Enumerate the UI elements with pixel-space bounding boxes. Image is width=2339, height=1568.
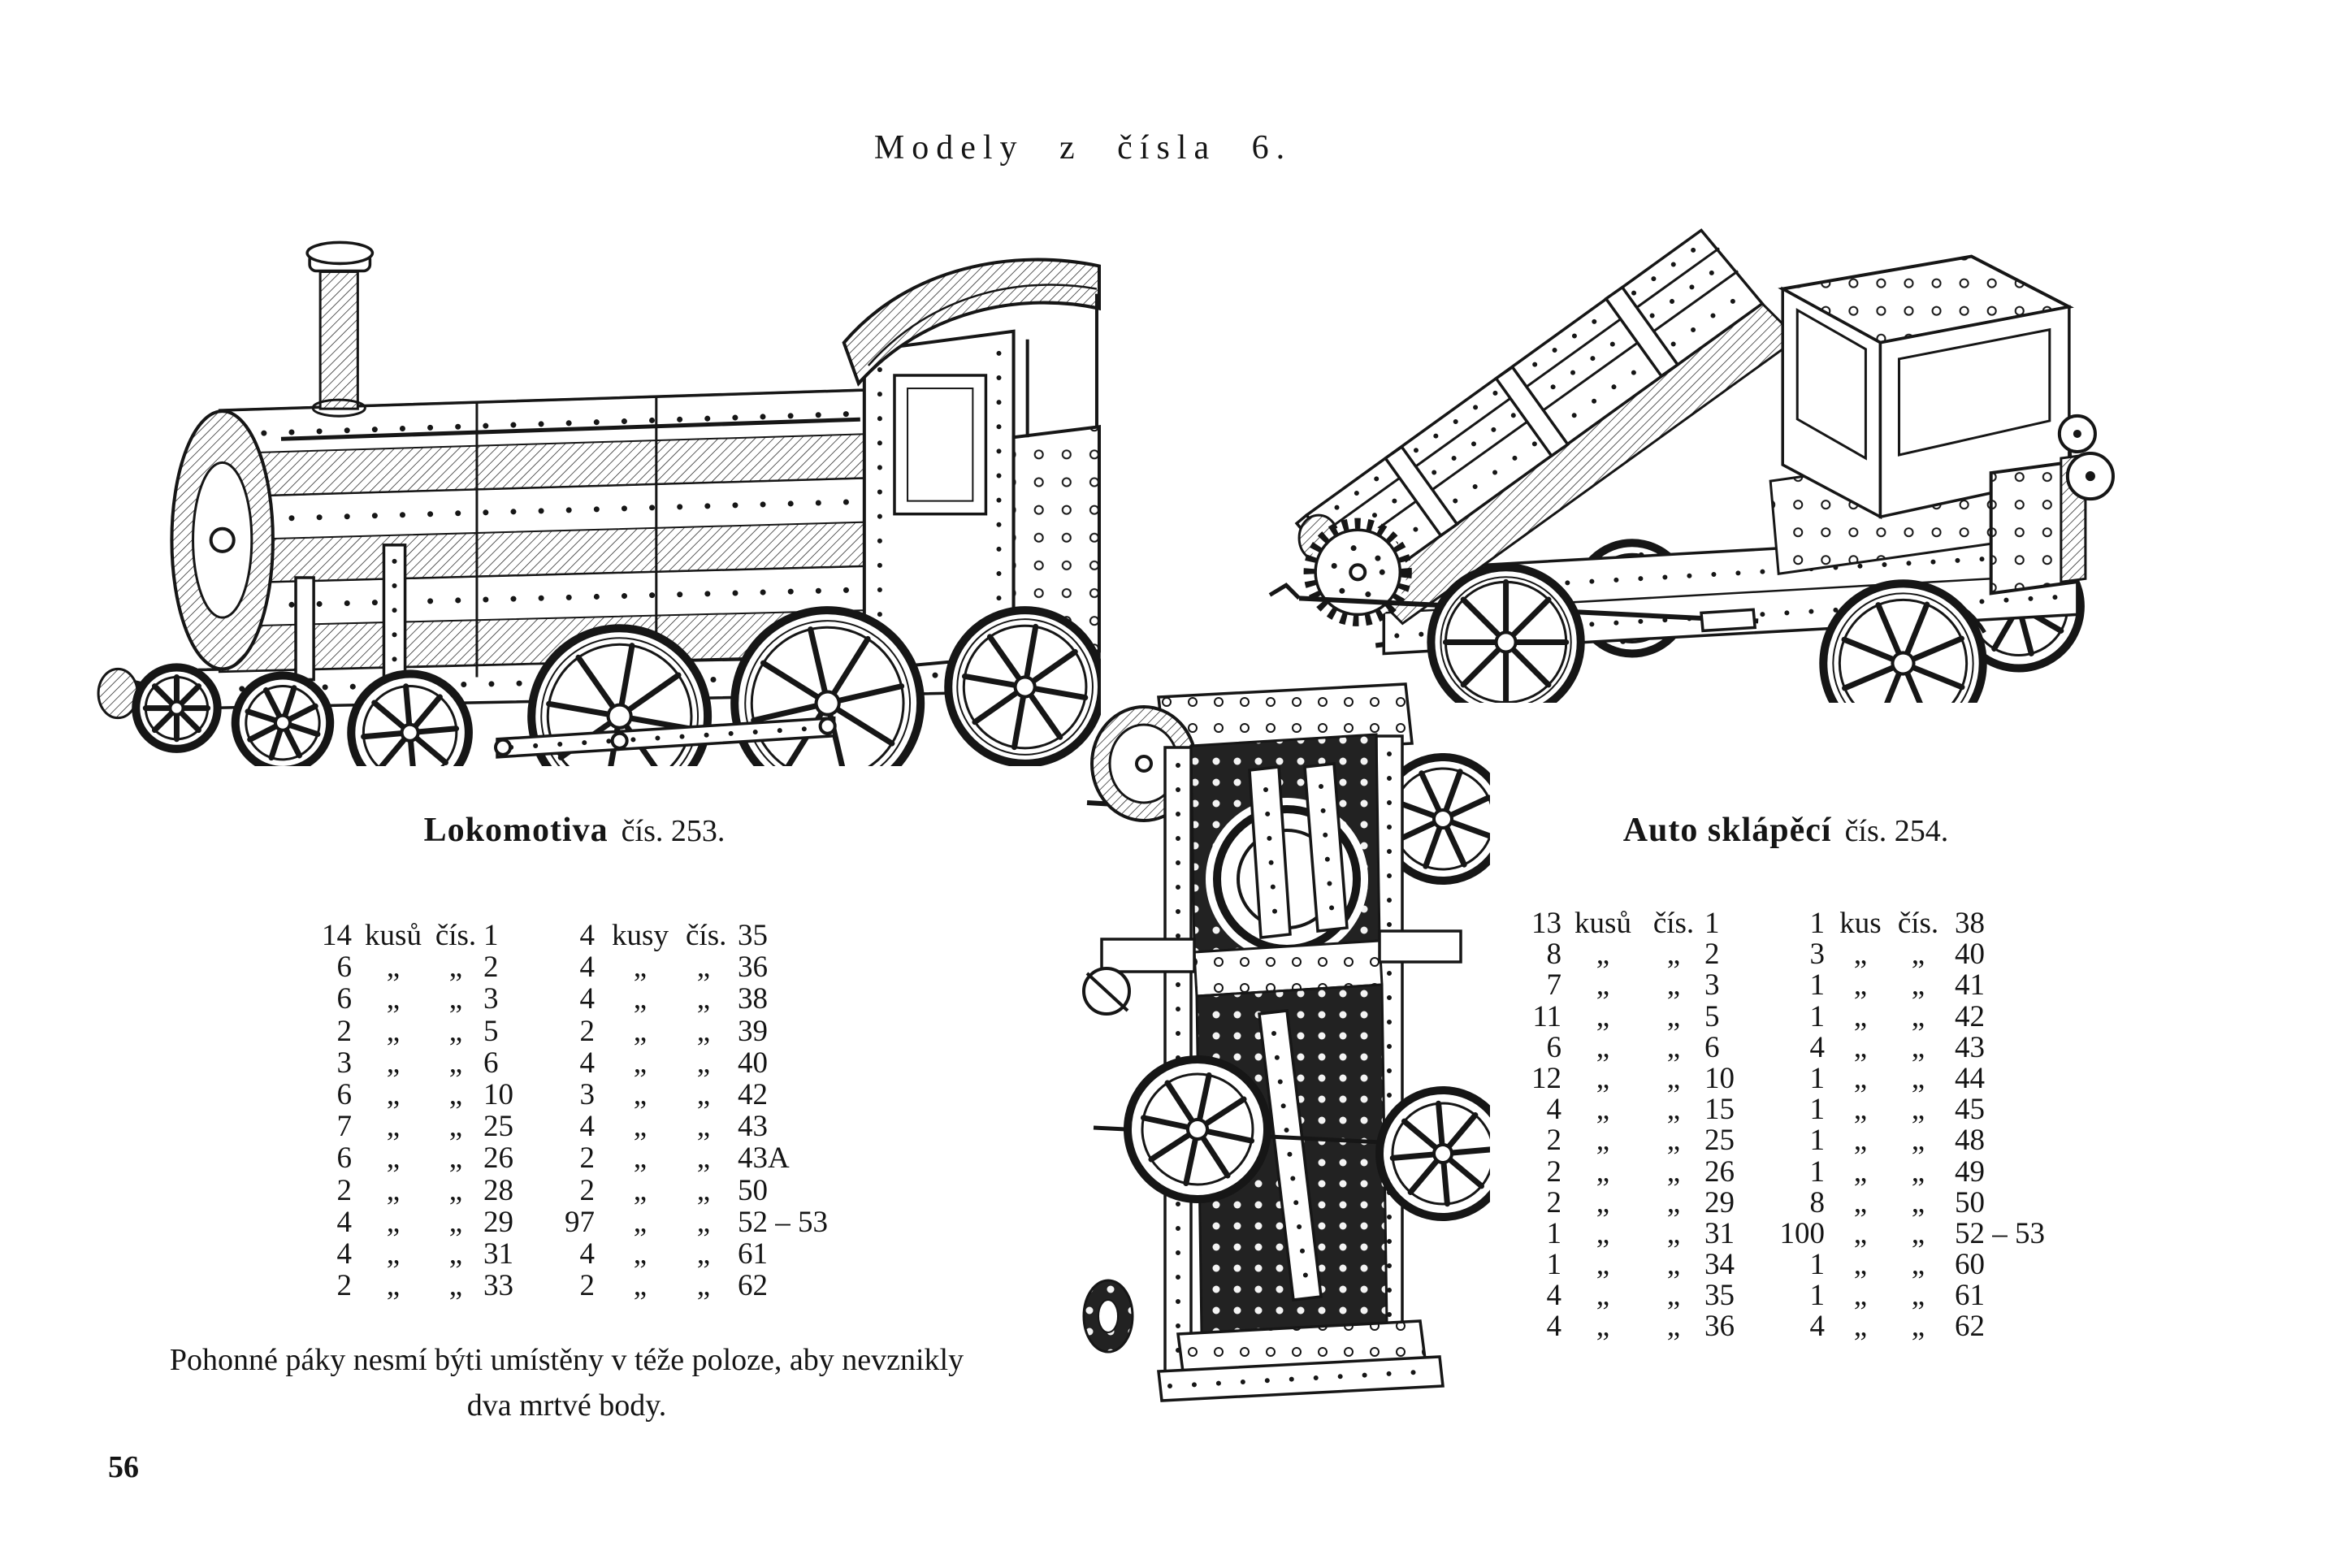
- ditto-mark: „: [1911, 1061, 1925, 1095]
- qty-cell: 2: [1546, 1185, 1561, 1219]
- qty-cell: 4: [1809, 1310, 1825, 1344]
- qty-cell: 11: [1532, 999, 1561, 1033]
- part-number-cell: 39: [738, 1014, 768, 1048]
- ditto-mark: „: [386, 1141, 401, 1176]
- qty-cell: 2: [579, 1014, 595, 1048]
- part-number-cell: 15: [1704, 1093, 1735, 1127]
- ditto-mark: „: [1853, 1216, 1868, 1250]
- part-number-cell: 43: [738, 1110, 768, 1144]
- parts-row: [1518, 1311, 2080, 1342]
- part-number-cell: 34: [1704, 1248, 1735, 1282]
- page-number: 56: [108, 1450, 139, 1484]
- ditto-mark: „: [1666, 1310, 1681, 1344]
- ditto-mark: „: [696, 1077, 711, 1111]
- ditto-mark: „: [448, 1014, 463, 1048]
- ditto-mark: „: [1666, 1279, 1681, 1313]
- ditto-mark: „: [1596, 1093, 1610, 1127]
- qty-cell: 2: [1546, 1124, 1561, 1158]
- part-number-cell: 25: [1704, 1124, 1735, 1158]
- qty-cell: 2: [1546, 1154, 1561, 1189]
- parts-row: [307, 1047, 861, 1079]
- qty-cell: 7: [336, 1110, 352, 1144]
- part-number-cell: 44: [1955, 1061, 1985, 1095]
- part-number-cell: 40: [738, 1046, 768, 1080]
- ditto-mark: „: [1911, 1185, 1925, 1219]
- qty-cell: 4: [579, 1046, 595, 1080]
- qty-cell: 4: [336, 1205, 352, 1239]
- tipping-truck-illustration: [1262, 189, 2125, 703]
- ditto-mark: „: [1853, 968, 1868, 1003]
- ditto-mark: „: [1911, 1279, 1925, 1313]
- ditto-mark: kus: [1839, 907, 1882, 940]
- part-number-cell: 52 – 53: [738, 1205, 828, 1239]
- qty-cell: 3: [579, 1077, 595, 1111]
- ditto-mark: „: [633, 1173, 648, 1207]
- parts-row: [1518, 908, 2080, 939]
- lokomotiva-caption-number: čís. 253.: [621, 814, 726, 848]
- qty-cell: 1: [1809, 1279, 1825, 1313]
- qty-cell: 8: [1809, 1185, 1825, 1219]
- ditto-mark: „: [448, 1077, 463, 1111]
- ditto-mark: „: [696, 1046, 711, 1080]
- ditto-mark: „: [386, 1046, 401, 1080]
- ditto-mark: „: [1666, 999, 1681, 1033]
- auto-parts-table: [1518, 908, 2080, 1343]
- part-number-cell: 2: [1704, 938, 1720, 972]
- ditto-mark: „: [633, 1269, 648, 1303]
- parts-row: [1518, 1094, 2080, 1125]
- ditto-mark: „: [696, 1110, 711, 1144]
- qty-cell: 1: [1809, 1124, 1825, 1158]
- qty-cell: 2: [579, 1173, 595, 1207]
- ditto-mark: „: [448, 951, 463, 985]
- assembly-note: [114, 1337, 1020, 1428]
- part-number-cell: 10: [1704, 1061, 1735, 1095]
- part-number-cell: 25: [483, 1110, 513, 1144]
- part-number-cell: 1: [1704, 907, 1720, 940]
- qty-cell: 2: [336, 1014, 352, 1048]
- ditto-mark: „: [633, 1077, 648, 1111]
- qty-cell: 1: [1546, 1248, 1561, 1282]
- qty-cell: 2: [579, 1141, 595, 1176]
- part-number-cell: 35: [1704, 1279, 1735, 1313]
- ditto-mark: „: [633, 1014, 648, 1048]
- ditto-mark: „: [1911, 1154, 1925, 1189]
- qty-cell: 3: [336, 1046, 352, 1080]
- part-number-cell: 43A: [738, 1141, 790, 1176]
- qty-cell: 6: [336, 951, 352, 985]
- ditto-mark: „: [386, 951, 401, 985]
- assembly-note-line2: dva mrtvé body.: [466, 1388, 667, 1423]
- ditto-mark: „: [448, 1173, 463, 1207]
- qty-cell: 1: [1809, 907, 1825, 940]
- ditto-mark: „: [386, 982, 401, 1016]
- ditto-mark: „: [1853, 1185, 1868, 1219]
- ditto-mark: „: [1853, 1124, 1868, 1158]
- parts-row: [307, 1175, 861, 1206]
- part-number-cell: 40: [1955, 938, 1985, 972]
- part-number-cell: 36: [738, 951, 768, 985]
- qty-cell: 4: [579, 951, 595, 985]
- part-number-cell: 45: [1955, 1093, 1985, 1127]
- ditto-mark: kusy: [612, 919, 669, 952]
- parts-row: [1518, 1280, 2080, 1311]
- ditto-mark: „: [386, 1269, 401, 1303]
- part-number-cell: 5: [1704, 999, 1720, 1033]
- ditto-mark: „: [633, 1205, 648, 1239]
- qty-cell: 4: [579, 982, 595, 1016]
- parts-row: [1518, 970, 2080, 1001]
- part-number-cell: 1: [483, 919, 499, 952]
- ditto-mark: „: [1853, 999, 1868, 1033]
- ditto-mark: „: [1596, 938, 1610, 972]
- ditto-mark: „: [696, 1173, 711, 1207]
- ditto-mark: „: [696, 1205, 711, 1239]
- lokomotiva-parts-table: [307, 920, 861, 1302]
- ditto-mark: „: [1596, 1216, 1610, 1250]
- ditto-mark: „: [1596, 968, 1610, 1003]
- ditto-mark: „: [1853, 1093, 1868, 1127]
- ditto-mark: „: [1666, 1030, 1681, 1064]
- part-number-cell: 6: [483, 1046, 499, 1080]
- qty-cell: 4: [336, 1237, 352, 1271]
- part-number-cell: 2: [483, 951, 499, 985]
- ditto-mark: „: [1853, 938, 1868, 972]
- qty-cell: 4: [1546, 1279, 1561, 1313]
- ditto-mark: „: [1911, 999, 1925, 1033]
- part-number-cell: 5: [483, 1014, 499, 1048]
- ditto-mark: „: [386, 1237, 401, 1271]
- parts-row: [307, 983, 861, 1015]
- part-number-cell: 29: [1704, 1185, 1735, 1219]
- page-title: Modely z čísla 6.: [873, 129, 1293, 167]
- ditto-mark: čís.: [435, 919, 477, 952]
- qty-cell: 7: [1546, 968, 1561, 1003]
- ditto-mark: „: [633, 1141, 648, 1176]
- ditto-mark: „: [1596, 1124, 1610, 1158]
- ditto-mark: „: [448, 1237, 463, 1271]
- qty-cell: 6: [336, 1077, 352, 1111]
- part-number-cell: 38: [738, 982, 768, 1016]
- auto-caption: [1542, 811, 2029, 850]
- ditto-mark: „: [1853, 1061, 1868, 1095]
- ditto-mark: „: [448, 1269, 463, 1303]
- part-number-cell: 41: [1955, 968, 1985, 1003]
- qty-cell: 6: [336, 1141, 352, 1176]
- parts-row: [1518, 939, 2080, 970]
- ditto-mark: „: [696, 1014, 711, 1048]
- parts-row: [307, 1079, 861, 1111]
- ditto-mark: „: [1911, 1124, 1925, 1158]
- part-number-cell: 42: [738, 1077, 768, 1111]
- qty-cell: 1: [1809, 1061, 1825, 1095]
- part-number-cell: 61: [738, 1237, 768, 1271]
- ditto-mark: „: [1853, 1154, 1868, 1189]
- part-number-cell: 29: [483, 1205, 513, 1239]
- ditto-mark: „: [1596, 1030, 1610, 1064]
- part-number-cell: 60: [1955, 1248, 1985, 1282]
- part-number-cell: 26: [483, 1141, 513, 1176]
- auto-caption-number: čís. 254.: [1844, 814, 1949, 848]
- ditto-mark: čís.: [1652, 907, 1695, 940]
- qty-cell: 6: [336, 982, 352, 1016]
- parts-row: [1518, 1216, 2080, 1250]
- ditto-mark: „: [696, 951, 711, 985]
- part-number-cell: 62: [738, 1269, 768, 1303]
- ditto-mark: „: [1666, 1216, 1681, 1250]
- qty-cell: 2: [336, 1173, 352, 1207]
- ditto-mark: „: [1666, 1154, 1681, 1189]
- parts-row: [307, 920, 861, 951]
- ditto-mark: „: [1911, 968, 1925, 1003]
- ditto-mark: čís.: [686, 919, 727, 952]
- parts-row: [307, 1238, 861, 1270]
- ditto-mark: „: [1666, 1093, 1681, 1127]
- part-number-cell: 62: [1955, 1310, 1985, 1344]
- ditto-mark: „: [1666, 1124, 1681, 1158]
- ditto-mark: „: [1666, 968, 1681, 1003]
- ditto-mark: „: [633, 951, 648, 985]
- part-number-cell: 26: [1704, 1154, 1735, 1189]
- ditto-mark: čís.: [1897, 907, 1939, 940]
- qty-cell: 4: [579, 1110, 595, 1144]
- parts-row: [307, 1270, 861, 1302]
- part-number-cell: 31: [483, 1237, 513, 1271]
- chassis-underside-illustration: [1079, 666, 1490, 1407]
- qty-cell: 8: [1546, 938, 1561, 972]
- lokomotiva-caption: [331, 811, 818, 850]
- qty-cell: 100: [1779, 1216, 1825, 1250]
- ditto-mark: „: [1911, 1310, 1925, 1344]
- lokomotiva-caption-name: Lokomotiva: [423, 812, 609, 849]
- ditto-mark: „: [1596, 1154, 1610, 1189]
- locomotive-illustration: [85, 193, 1101, 766]
- part-number-cell: 36: [1704, 1310, 1735, 1344]
- ditto-mark: „: [633, 982, 648, 1016]
- part-number-cell: 3: [483, 982, 499, 1016]
- part-number-cell: 38: [1955, 907, 1985, 940]
- assembly-note-line1: Pohonné páky nesmí býti umístěny v téže poloze, aby nevznikly: [169, 1343, 964, 1377]
- part-number-cell: 61: [1955, 1279, 1985, 1313]
- qty-cell: 1: [1809, 1093, 1825, 1127]
- ditto-mark: „: [1911, 1030, 1925, 1064]
- ditto-mark: „: [1853, 1248, 1868, 1282]
- parts-row: [1518, 999, 2080, 1033]
- part-number-cell: 10: [483, 1077, 513, 1111]
- qty-cell: 12: [1531, 1061, 1561, 1095]
- qty-cell: 4: [1809, 1030, 1825, 1064]
- ditto-mark: „: [696, 1269, 711, 1303]
- ditto-mark: „: [448, 1141, 463, 1176]
- qty-cell: 4: [579, 1237, 595, 1271]
- parts-row: [1518, 1250, 2080, 1280]
- ditto-mark: „: [1853, 1030, 1868, 1064]
- parts-row: [1518, 1030, 2080, 1064]
- qty-cell: 14: [322, 919, 352, 952]
- ditto-mark: „: [1596, 1061, 1610, 1095]
- ditto-mark: „: [1911, 1093, 1925, 1127]
- auto-caption-name: Auto sklápěcí: [1622, 812, 1832, 849]
- ditto-mark: „: [448, 1046, 463, 1080]
- qty-cell: 97: [565, 1205, 595, 1239]
- ditto-mark: „: [633, 1110, 648, 1144]
- part-number-cell: 42: [1955, 999, 1985, 1033]
- part-number-cell: 33: [483, 1269, 513, 1303]
- parts-row: [1518, 1185, 2080, 1219]
- ditto-mark: „: [1596, 999, 1610, 1033]
- ditto-mark: „: [696, 1141, 711, 1176]
- parts-row: [307, 1206, 861, 1238]
- parts-row: [307, 951, 861, 983]
- part-number-cell: 49: [1955, 1154, 1985, 1189]
- ditto-mark: kusů: [365, 919, 422, 952]
- parts-row: [307, 1111, 861, 1142]
- ditto-mark: „: [1596, 1310, 1610, 1344]
- qty-cell: 4: [579, 919, 595, 952]
- ditto-mark: „: [1911, 1216, 1925, 1250]
- qty-cell: 1: [1809, 1154, 1825, 1189]
- parts-row: [1518, 1154, 2080, 1189]
- ditto-mark: „: [1666, 1248, 1681, 1282]
- qty-cell: 1: [1809, 1248, 1825, 1282]
- parts-row: [307, 1016, 861, 1047]
- ditto-mark: „: [1666, 1061, 1681, 1095]
- part-number-cell: 43: [1955, 1030, 1985, 1064]
- ditto-mark: „: [633, 1237, 648, 1271]
- ditto-mark: „: [1853, 1279, 1868, 1313]
- ditto-mark: „: [696, 1237, 711, 1271]
- part-number-cell: 50: [1955, 1185, 1985, 1219]
- ditto-mark: „: [448, 982, 463, 1016]
- part-number-cell: 28: [483, 1173, 513, 1207]
- ditto-mark: „: [1911, 1248, 1925, 1282]
- qty-cell: 4: [1546, 1093, 1561, 1127]
- ditto-mark: „: [386, 1205, 401, 1239]
- qty-cell: 13: [1531, 907, 1561, 940]
- ditto-mark: „: [1853, 1310, 1868, 1344]
- ditto-mark: „: [448, 1110, 463, 1144]
- part-number-cell: 6: [1704, 1030, 1720, 1064]
- part-number-cell: 3: [1704, 968, 1720, 1003]
- qty-cell: 4: [1546, 1310, 1561, 1344]
- ditto-mark: „: [696, 982, 711, 1016]
- parts-row: [1518, 1063, 2080, 1094]
- qty-cell: 6: [1546, 1030, 1561, 1064]
- ditto-mark: kusů: [1574, 907, 1631, 940]
- part-number-cell: 35: [738, 919, 768, 952]
- ditto-mark: „: [1666, 1185, 1681, 1219]
- part-number-cell: 48: [1955, 1124, 1985, 1158]
- qty-cell: 2: [336, 1269, 352, 1303]
- ditto-mark: „: [633, 1046, 648, 1080]
- part-number-cell: 52 – 53: [1955, 1216, 2045, 1250]
- ditto-mark: „: [1596, 1279, 1610, 1313]
- qty-cell: 3: [1809, 938, 1825, 972]
- qty-cell: 2: [579, 1269, 595, 1303]
- part-number-cell: 50: [738, 1173, 768, 1207]
- ditto-mark: „: [1911, 938, 1925, 972]
- ditto-mark: „: [386, 1110, 401, 1144]
- ditto-mark: „: [386, 1014, 401, 1048]
- parts-row: [1518, 1125, 2080, 1156]
- ditto-mark: „: [1596, 1185, 1610, 1219]
- parts-row: [307, 1142, 861, 1174]
- ditto-mark: „: [1596, 1248, 1610, 1282]
- part-number-cell: 31: [1704, 1216, 1735, 1250]
- qty-cell: 1: [1546, 1216, 1561, 1250]
- ditto-mark: „: [448, 1205, 463, 1239]
- ditto-mark: „: [1666, 938, 1681, 972]
- qty-cell: 1: [1809, 968, 1825, 1003]
- ditto-mark: „: [386, 1077, 401, 1111]
- ditto-mark: „: [386, 1173, 401, 1207]
- qty-cell: 1: [1809, 999, 1825, 1033]
